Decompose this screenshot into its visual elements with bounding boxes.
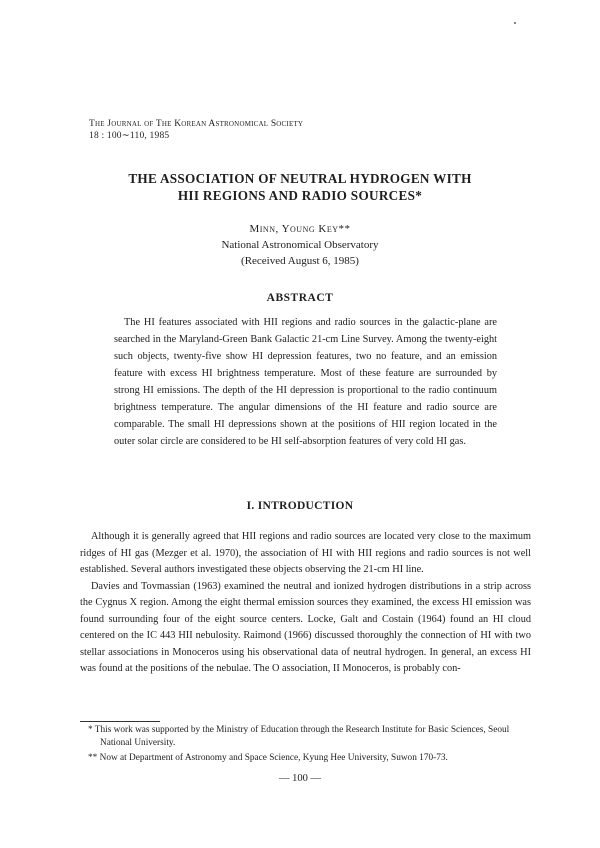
- footnote-1: * This work was supported by the Ministry of Education through the Research Institute for Basic Sciences, Seoul National University.: [88, 725, 510, 748]
- abstract-body: [114, 314, 497, 450]
- abstract-heading: ABSTRACT: [266, 292, 334, 304]
- paper-title: [0, 170, 600, 204]
- section-heading-introduction: I. INTRODUCTION: [246, 500, 354, 512]
- journal-name: The Journal of The Korean Astronomical Society: [89, 119, 304, 129]
- introduction-body: [80, 529, 531, 678]
- title-line-2: HII REGIONS AND RADIO SOURCES*: [177, 188, 423, 203]
- intro-paragraph-1: Although it is generally agreed that HII regions and radio sources are located very close to the maximum ridges of HI gas (Mezger et al. 1970), the association of HI with HII regions and radio sources is not well established. Several authors investigated these objects observing the 21-cm HI line.: [80, 531, 531, 575]
- page-number: — 100 —: [279, 773, 321, 784]
- author-block: [0, 221, 600, 269]
- author-affiliation: National Astronomical Observatory: [221, 239, 379, 251]
- journal-header: [89, 118, 303, 142]
- journal-volume: 18 : 100∼110, 1985: [89, 131, 170, 141]
- footnote-2: ** Now at Department of Astronomy and Space Science, Kyung Hee University, Suwon 170-73.: [88, 753, 448, 763]
- author-name: Minn, Young Key**: [249, 223, 351, 235]
- received-date: (Received August 6, 1985): [241, 255, 359, 267]
- footnote-rule: [80, 721, 160, 722]
- abstract-text: The HI features associated with HII regions and radio sources in the galactic-plane are searched in the Maryland-Green Bank Galactic 21-cm Line Survey. Among the twenty-eight such objects, twenty-five show HI depression features, two no feature, and an emission feature with excess HI brightness temperature. Most of these feature are surrounded by strong HI emissions. The depth of the HI depression is proportional to the radio continuum brightness temperature. The angular dimensions of the HI feature and radio source are comparable. The small HI depressions shown at the positions of HII region located in the outer solar circle are considered to be HI self-absorption features of very cold HI gas.: [114, 317, 497, 447]
- scan-mark: [514, 22, 516, 24]
- title-line-1: THE ASSOCIATION OF NEUTRAL HYDROGEN WITH: [128, 171, 472, 186]
- footnotes: [80, 724, 540, 767]
- intro-paragraph-2: Davies and Tovmassian (1963) examined the neutral and ionized hydrogen distributions in a strip across the Cygnus X region. Among the eight thermal emission sources they examined, the excess HI emission was found surrounding four of the eight source centers. Locke, Galt and Costain (1964) found an HI cloud centered on the IC 443 HII nebulosity. Raimond (1966) discussed thoroughly the connection of HI with two stellar associations in Monoceros using his observational data of neutral hydrogen. In general, an excess HI was found at the positions of the nebulae. The O association, II Monoceros, is probably con-: [80, 580, 531, 674]
